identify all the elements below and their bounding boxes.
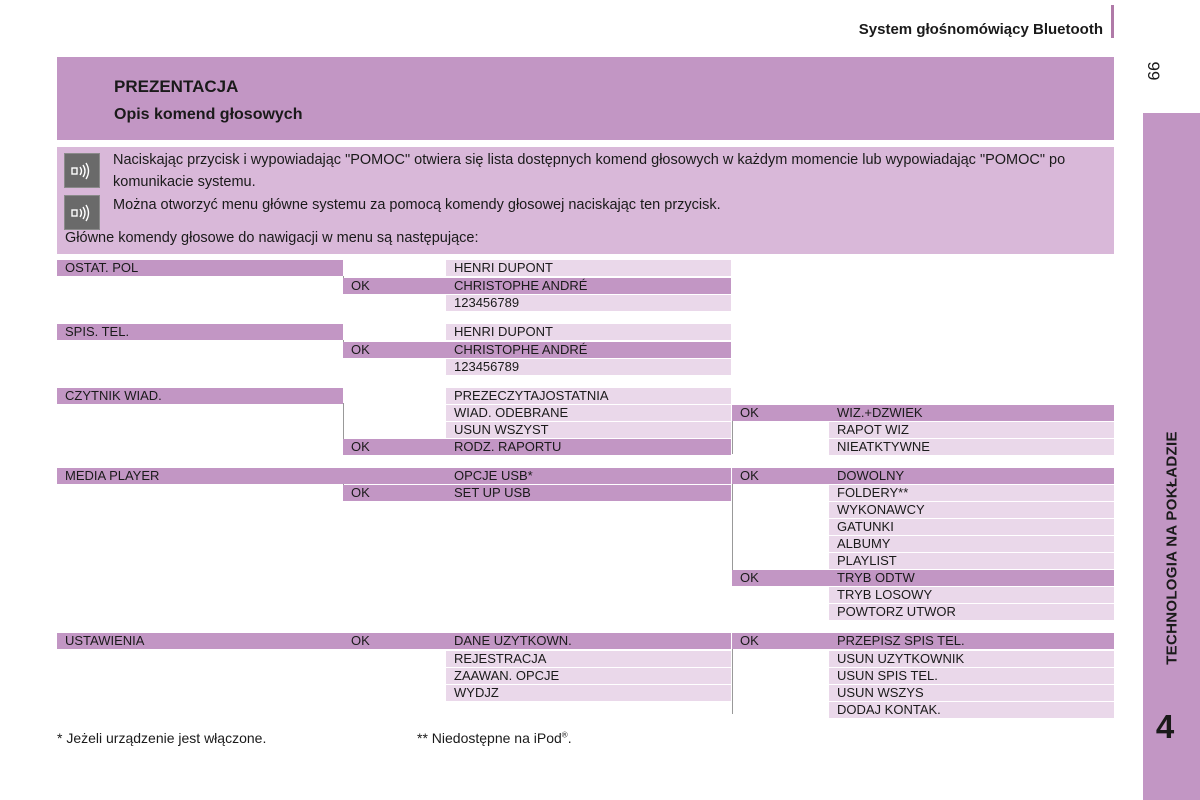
info-text-help: Naciskając przycisk i wypowiadając "POMOC" otwiera się lista dostępnych komend głosowych w każdym momencie lub wypowiadając "POMOC" po komunikacie systemu. xyxy=(113,152,1066,190)
tree-connector xyxy=(732,420,733,454)
ok-label: OK xyxy=(732,633,829,649)
menu-item: HENRI DUPONT xyxy=(446,324,731,340)
submenu-item: WYKONAWCY xyxy=(829,502,1114,518)
footnote-ipod xyxy=(417,730,572,746)
menu-media-player: MEDIA PLAYER xyxy=(57,468,343,484)
tree-connector xyxy=(732,648,733,714)
voice-icon xyxy=(70,203,94,223)
ok-label: OK xyxy=(343,278,446,294)
menu-item: 123456789 xyxy=(446,359,731,375)
menu-item: RODZ. RAPORTU xyxy=(446,439,731,455)
submenu-item: DOWOLNY xyxy=(829,468,1114,484)
menu-item: REJESTRACJA xyxy=(446,651,731,667)
menu-item: DANE UZYTKOWN. xyxy=(446,633,731,649)
voice-command-button xyxy=(64,195,100,230)
menu-item: USUN WSZYST xyxy=(446,422,731,438)
menu-spacer xyxy=(343,468,446,484)
ok-label: OK xyxy=(732,405,829,421)
submenu-item: POWTORZ UTWOR xyxy=(829,604,1114,620)
submenu-item: ALBUMY xyxy=(829,536,1114,552)
menu-ostat-pol: OSTAT. POL xyxy=(57,260,343,276)
header-divider xyxy=(1111,5,1114,38)
menu-item: OPCJE USB* xyxy=(446,468,731,484)
ok-label: OK xyxy=(732,468,829,484)
menu-item: CHRISTOPHE ANDRÉ xyxy=(446,342,731,358)
submenu-item: USUN WSZYS xyxy=(829,685,1114,701)
submenu-item: RAPOT WIZ xyxy=(829,422,1114,438)
ok-label: OK xyxy=(343,439,446,455)
menu-item: ZAAWAN. OPCJE xyxy=(446,668,731,684)
voice-icon xyxy=(70,161,94,181)
submenu-item: TRYB LOSOWY xyxy=(829,587,1114,603)
info-text-intro: Główne komendy głosowe do nawigacji w menu są następujące: xyxy=(65,230,479,246)
submenu-item: TRYB ODTW xyxy=(829,570,1114,586)
menu-item: SET UP USB xyxy=(446,485,731,501)
menu-item: CHRISTOPHE ANDRÉ xyxy=(446,278,731,294)
footnote-device-on: * Jeżeli urządzenie jest włączone. xyxy=(57,730,267,746)
menu-item: PREZECZYTAJOSTATNIA xyxy=(446,388,731,404)
menu-item: WIAD. ODEBRANE xyxy=(446,405,731,421)
chapter-title: TECHNOLOGIA NA POKŁADZIE xyxy=(1163,431,1181,665)
ok-label: OK xyxy=(343,485,446,501)
menu-czytnik-wiad: CZYTNIK WIAD. xyxy=(57,388,343,404)
submenu-item: FOLDERY** xyxy=(829,485,1114,501)
ok-label: OK xyxy=(343,342,446,358)
menu-item: 123456789 xyxy=(446,295,731,311)
menu-item: WYDJZ xyxy=(446,685,731,701)
submenu-item: USUN SPIS TEL. xyxy=(829,668,1114,684)
menu-item: HENRI DUPONT xyxy=(446,260,731,276)
voice-command-button xyxy=(64,153,100,188)
section-title: PREZENTACJA xyxy=(114,77,239,96)
submenu-item: PLAYLIST xyxy=(829,553,1114,569)
submenu-item: GATUNKI xyxy=(829,519,1114,535)
section-subtitle: Opis komend głosowych xyxy=(114,106,303,123)
submenu-item: DODAJ KONTAK. xyxy=(829,702,1114,718)
page-number: 99 xyxy=(1144,61,1163,81)
submenu-item: USUN UZYTKOWNIK xyxy=(829,651,1114,667)
ok-label: OK xyxy=(732,570,829,586)
menu-ustawienia: USTAWIENIA xyxy=(57,633,343,649)
submenu-item: NIEATKTYWNE xyxy=(829,439,1114,455)
ok-label: OK xyxy=(343,633,446,649)
chapter-number: 4 xyxy=(1155,708,1175,745)
header-title: System głośnomówiący Bluetooth xyxy=(858,21,1103,38)
submenu-item: PRZEPISZ SPIS TEL. xyxy=(829,633,1114,649)
registered-mark: ® xyxy=(561,730,568,740)
section-header xyxy=(57,57,1114,140)
footnote-ipod-end: . xyxy=(567,730,572,746)
submenu-item: WIZ.+DZWIEK xyxy=(829,405,1114,421)
menu-spis-tel: SPIS. TEL. xyxy=(57,324,343,340)
footnote-ipod-text: ** Niedostępne na iPod xyxy=(417,730,562,746)
info-text-main-menu: Można otworzyć menu główne systemu za pomocą komendy głosowej naciskając ten przycisk. xyxy=(113,197,721,213)
